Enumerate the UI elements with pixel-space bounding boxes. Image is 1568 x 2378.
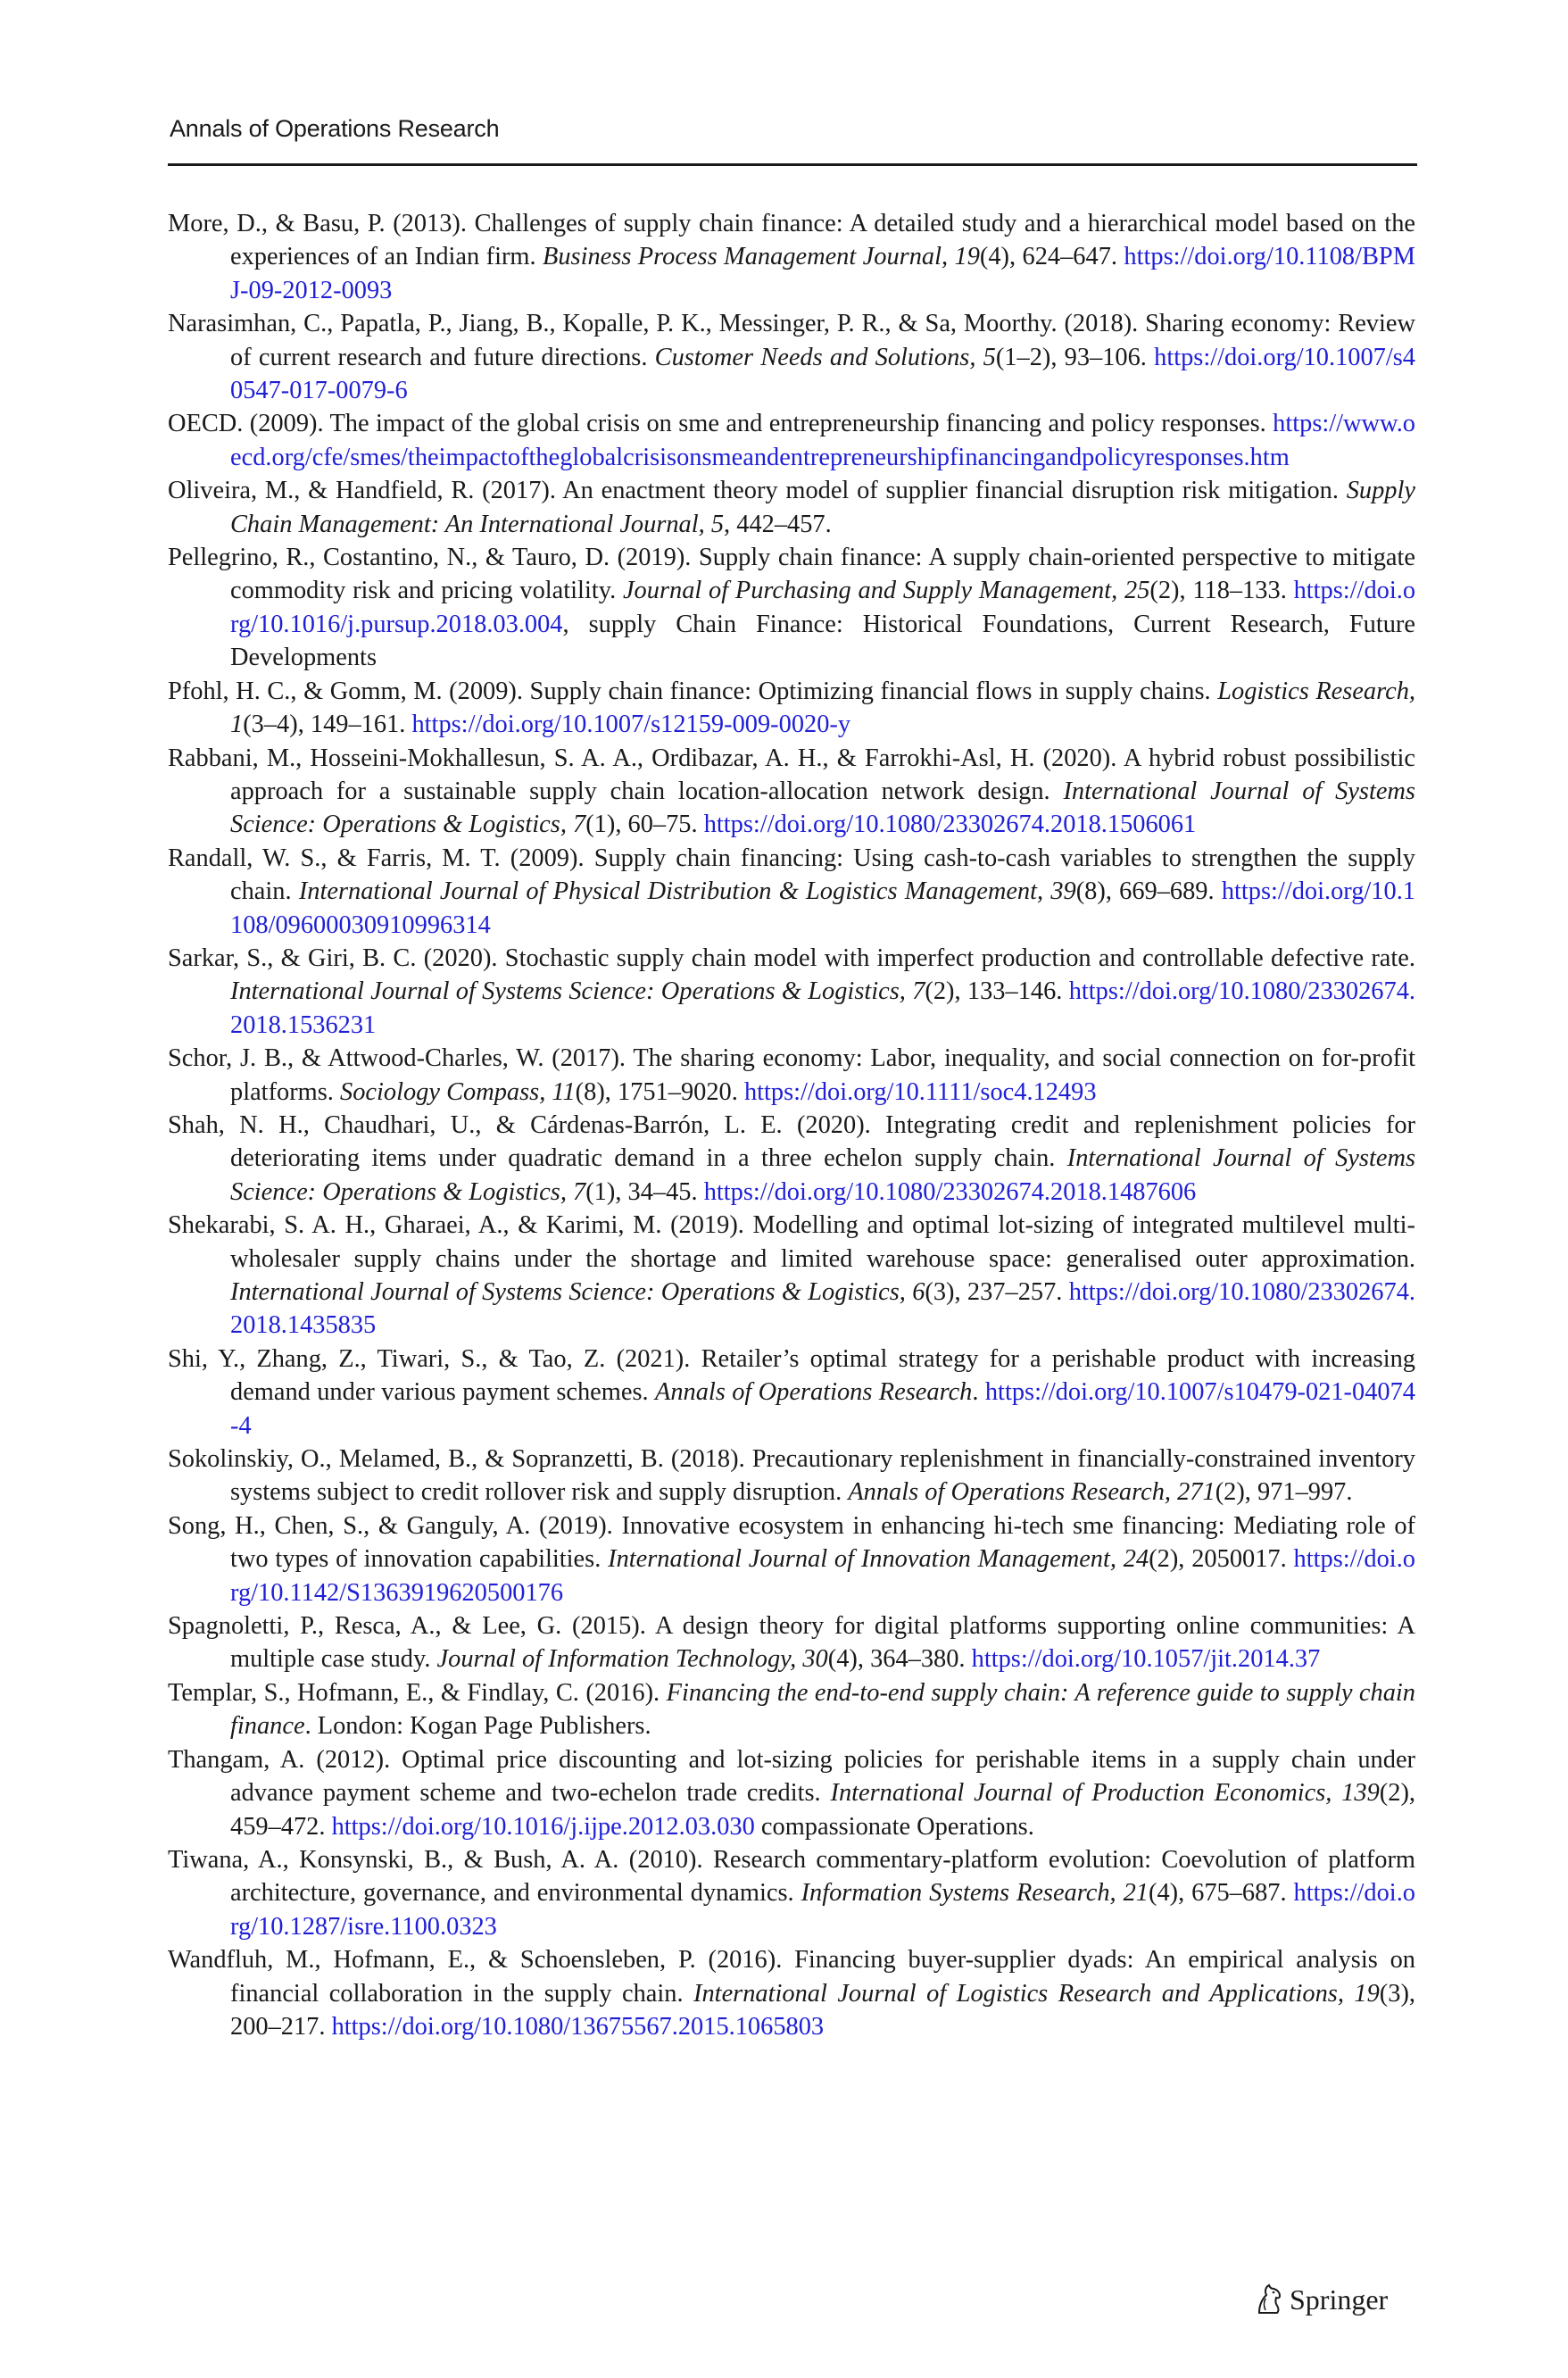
- reference-text: Spagnoletti, P., Resca, A., & Lee, G. (2015). A design theory for digital platforms supporting online communities: A multiple case study.: [168, 1612, 1415, 1674]
- doi-link[interactable]: https://doi.org/10.1142/S1363919620500176: [230, 1545, 1415, 1607]
- reference-entry: [168, 307, 1415, 407]
- reference-details: (2), 2050017.: [1149, 1545, 1294, 1574]
- doi-link[interactable]: https://doi.org/10.1016/j.ijpe.2012.03.030: [331, 1812, 755, 1841]
- reference-journal: Journal of Purchasing and Supply Management, 25: [622, 577, 1150, 605]
- reference-journal: Supply Chain Management: An International Journal, 5: [230, 477, 1415, 538]
- reference-text: Wandfluh, M., Hofmann, E., & Schoensleben, P. (2016). Financing buyer-supplier dyads: An empirical analysis on financial collaboration in the supply chain.: [168, 1946, 1415, 2008]
- reference-entry: [168, 1676, 1415, 1743]
- reference-entry: [168, 541, 1415, 675]
- reference-entry: [168, 1743, 1415, 1843]
- reference-entry: [168, 742, 1415, 842]
- reference-journal: Annals of Operations Research, 271: [848, 1478, 1215, 1507]
- reference-details: (2), 459–472.: [230, 1779, 1415, 1841]
- header-rule: [168, 163, 1417, 166]
- reference-journal: Sociology Compass, 11: [340, 1077, 576, 1106]
- reference-journal: International Journal of Physical Distribution & Logistics Management, 39: [298, 877, 1076, 906]
- reference-details: (8), 1751–9020.: [575, 1077, 744, 1106]
- doi-link[interactable]: https://www.oecd.org/cfe/smes/theimpactoftheglobalcrisisonsmeandentrepreneurshipfinancingandpolicyresponses.htm: [230, 410, 1415, 471]
- reference-details: (2), 118–133.: [1149, 577, 1294, 605]
- reference-entry: [168, 1042, 1415, 1109]
- reference-note: , supply Chain Finance: Historical Foundations, Current Research, Future Developments: [230, 610, 1415, 672]
- reference-details: (1), 60–75.: [585, 811, 704, 839]
- reference-details: (3), 200–217.: [230, 1979, 1415, 2041]
- reference-journal: International Journal of Systems Science: Operations & Logistics, 7: [230, 1144, 1415, 1206]
- reference-entry: [168, 1509, 1415, 1609]
- reference-details: .: [972, 1378, 985, 1407]
- doi-link[interactable]: https://doi.org/10.1057/jit.2014.37: [971, 1645, 1321, 1674]
- reference-journal: Customer Needs and Solutions, 5: [654, 343, 996, 371]
- reference-text: Pellegrino, R., Costantino, N., & Tauro, D. (2019). Supply chain finance: A supply chain-oriented perspective to mitigate commodity risk and pricing volatility.: [168, 544, 1415, 605]
- reference-entry: [168, 675, 1415, 742]
- reference-journal: Financing the end-to-end supply chain: A reference guide to supply chain finance: [230, 1678, 1415, 1741]
- reference-entry: [168, 407, 1415, 474]
- doi-link[interactable]: https://doi.org/10.1111/soc4.12493: [743, 1077, 1097, 1106]
- doi-link[interactable]: https://doi.org/10.1108/BPMJ-09-2012-0093: [230, 243, 1415, 304]
- reference-text: Rabbani, M., Hosseini-Mokhallesun, S. A. A., Ordibazar, A. H., & Farrokhi-Asl, H. (2020). A hybrid robust possibilistic approach for a sustainable supply chain location-allocation network design.: [168, 744, 1415, 805]
- reference-entry: [168, 207, 1415, 307]
- reference-details: (4), 364–380.: [827, 1645, 972, 1674]
- publisher-logo: [1254, 2280, 1388, 2319]
- reference-note: compassionate Operations.: [754, 1812, 1034, 1841]
- reference-text: Shi, Y., Zhang, Z., Tiwari, S., & Tao, Z. (2021). Retailer’s optimal strategy for a perishable product with increasing demand under various payment schemes.: [168, 1344, 1415, 1407]
- reference-text: Templar, S., Hofmann, E., & Findlay, C. (2016).: [168, 1678, 667, 1707]
- reference-journal: Annals of Operations Research: [654, 1378, 973, 1407]
- reference-details: , 442–457.: [724, 510, 832, 538]
- reference-journal: Business Process Management Journal, 19: [543, 243, 980, 271]
- reference-journal: International Journal of Systems Science: Operations & Logistics, 6: [230, 1278, 925, 1306]
- reference-text: Song, H., Chen, S., & Ganguly, A. (2019). Innovative ecosystem in enhancing hi-tech sme financing: Mediating role of two types of innovation capabilities.: [168, 1511, 1415, 1574]
- reference-details: (2), 971–997.: [1215, 1478, 1353, 1507]
- reference-details: . London: Kogan Page Publishers.: [304, 1712, 651, 1741]
- doi-link[interactable]: https://doi.org/10.1007/s12159-009-0020-y: [411, 711, 851, 739]
- reference-details: (2), 133–146.: [925, 977, 1069, 1006]
- reference-text: Schor, J. B., & Attwood-Charles, W. (2017). The sharing economy: Labor, inequality, and social connection on for-profit platforms.: [168, 1044, 1415, 1106]
- publisher-name: Springer: [1290, 2282, 1389, 2316]
- reference-journal: International Journal of Production Economics, 139: [830, 1779, 1380, 1808]
- reference-entry: [168, 1943, 1415, 2043]
- reference-entry: [168, 1843, 1415, 1943]
- reference-journal: Journal of Information Technology, 30: [436, 1645, 828, 1674]
- reference-entry: [168, 942, 1415, 1042]
- reference-details: (8), 669–689.: [1075, 877, 1222, 906]
- reference-text: Shah, N. H., Chaudhari, U., & Cárdenas-Barrón, L. E. (2020). Integrating credit and replenishment policies for deteriorating items under quadratic demand in a three echelon supply chain.: [168, 1110, 1415, 1173]
- reference-text: Oliveira, M., & Handfield, R. (2017). An enactment theory model of supplier financial disruption risk mitigation.: [168, 477, 1347, 505]
- reference-text: Pfohl, H. C., & Gomm, M. (2009). Supply chain finance: Optimizing financial flows in supply chains.: [168, 677, 1218, 705]
- reference-entry: [168, 1443, 1415, 1509]
- doi-link[interactable]: https://doi.org/10.1007/s40547-017-0079-6: [230, 343, 1416, 405]
- reference-text: Narasimhan, C., Papatla, P., Jiang, B., Kopalle, P. K., Messinger, P. R., & Sa, Moorthy. (2018). Sharing economy: Review of current research and future directions.: [168, 310, 1415, 371]
- reference-text: Randall, W. S., & Farris, M. T. (2009). Supply chain financing: Using cash-to-cash variables to strengthen the supply chain.: [168, 844, 1415, 906]
- reference-details: (4), 675–687.: [1148, 1879, 1294, 1908]
- reference-list: [168, 207, 1415, 2043]
- reference-entry: [168, 1343, 1415, 1443]
- doi-link[interactable]: https://doi.org/10.1007/s10479-021-04074-4: [230, 1378, 1415, 1440]
- reference-journal: International Journal of Innovation Management, 24: [608, 1545, 1149, 1574]
- reference-details: (1), 34–45.: [585, 1177, 704, 1206]
- reference-text: Thangam, A. (2012). Optimal price discounting and lot-sizing policies for perishable items in a supply chain under advance payment scheme and two-echelon trade credits.: [168, 1745, 1415, 1808]
- reference-text: Sokolinskiy, O., Melamed, B., & Sopranzetti, B. (2018). Precautionary replenishment in financially-constrained inventory systems subject to credit rollover risk and supply disruption.: [168, 1445, 1415, 1507]
- reference-details: (4), 624–647.: [979, 243, 1124, 271]
- reference-entry: [168, 1209, 1415, 1343]
- reference-details: (3), 237–257.: [925, 1278, 1069, 1306]
- reference-text: Tiwana, A., Konsynski, B., & Bush, A. A. (2010). Research commentary-platform evolution: Coevolution of platform architecture, governance, and environmental dynamics.: [168, 1845, 1415, 1908]
- springer-horse-icon: [1254, 2282, 1284, 2316]
- reference-details: (3–4), 149–161.: [243, 711, 412, 739]
- reference-text: Sarkar, S., & Giri, B. C. (2020). Stochastic supply chain model with imperfect production and controllable defective rate.: [168, 944, 1415, 972]
- doi-link[interactable]: https://doi.org/10.1287/isre.1100.0323: [230, 1879, 1415, 1941]
- doi-link[interactable]: https://doi.org/10.1016/j.pursup.2018.03.004: [230, 577, 1416, 638]
- reference-text: More, D., & Basu, P. (2013). Challenges of supply chain finance: A detailed study and a hierarchical model based on the experiences of an Indian firm.: [168, 210, 1415, 271]
- reference-journal: International Journal of Systems Science: Operations & Logistics, 7: [230, 977, 925, 1006]
- doi-link[interactable]: https://doi.org/10.1080/23302674.2018.1435835: [230, 1278, 1415, 1340]
- reference-details: (1–2), 93–106.: [995, 343, 1155, 371]
- reference-entry: [168, 842, 1415, 942]
- doi-link[interactable]: https://doi.org/10.1108/09600030910996314: [230, 877, 1415, 939]
- running-head: Annals of Operations Research: [170, 115, 500, 142]
- doi-link[interactable]: https://doi.org/10.1080/23302674.2018.1487606: [703, 1177, 1197, 1206]
- reference-text: OECD. (2009). The impact of the global crisis on sme and entrepreneurship financing and policy responses.: [168, 410, 1273, 438]
- reference-journal: Logistics Research, 1: [230, 677, 1415, 739]
- doi-link[interactable]: https://doi.org/10.1080/23302674.2018.1536231: [230, 977, 1415, 1039]
- reference-text: Shekarabi, S. A. H., Gharaei, A., & Karimi, M. (2019). Modelling and optimal lot-sizing of integrated multilevel multi-wholesaler supply chains under the shortage and limited warehouse space: generalised outer approximation.: [168, 1211, 1415, 1273]
- reference-journal: Information Systems Research, 21: [801, 1879, 1149, 1908]
- reference-entry: [168, 1609, 1415, 1676]
- reference-entry: [168, 474, 1415, 541]
- reference-entry: [168, 1109, 1415, 1209]
- doi-link[interactable]: https://doi.org/10.1080/23302674.2018.1506061: [703, 811, 1197, 839]
- reference-journal: International Journal of Systems Science: Operations & Logistics, 7: [230, 777, 1415, 839]
- doi-link[interactable]: https://doi.org/10.1080/13675567.2015.1065803: [331, 2012, 825, 2041]
- reference-journal: International Journal of Logistics Research and Applications, 19: [693, 1979, 1380, 2008]
